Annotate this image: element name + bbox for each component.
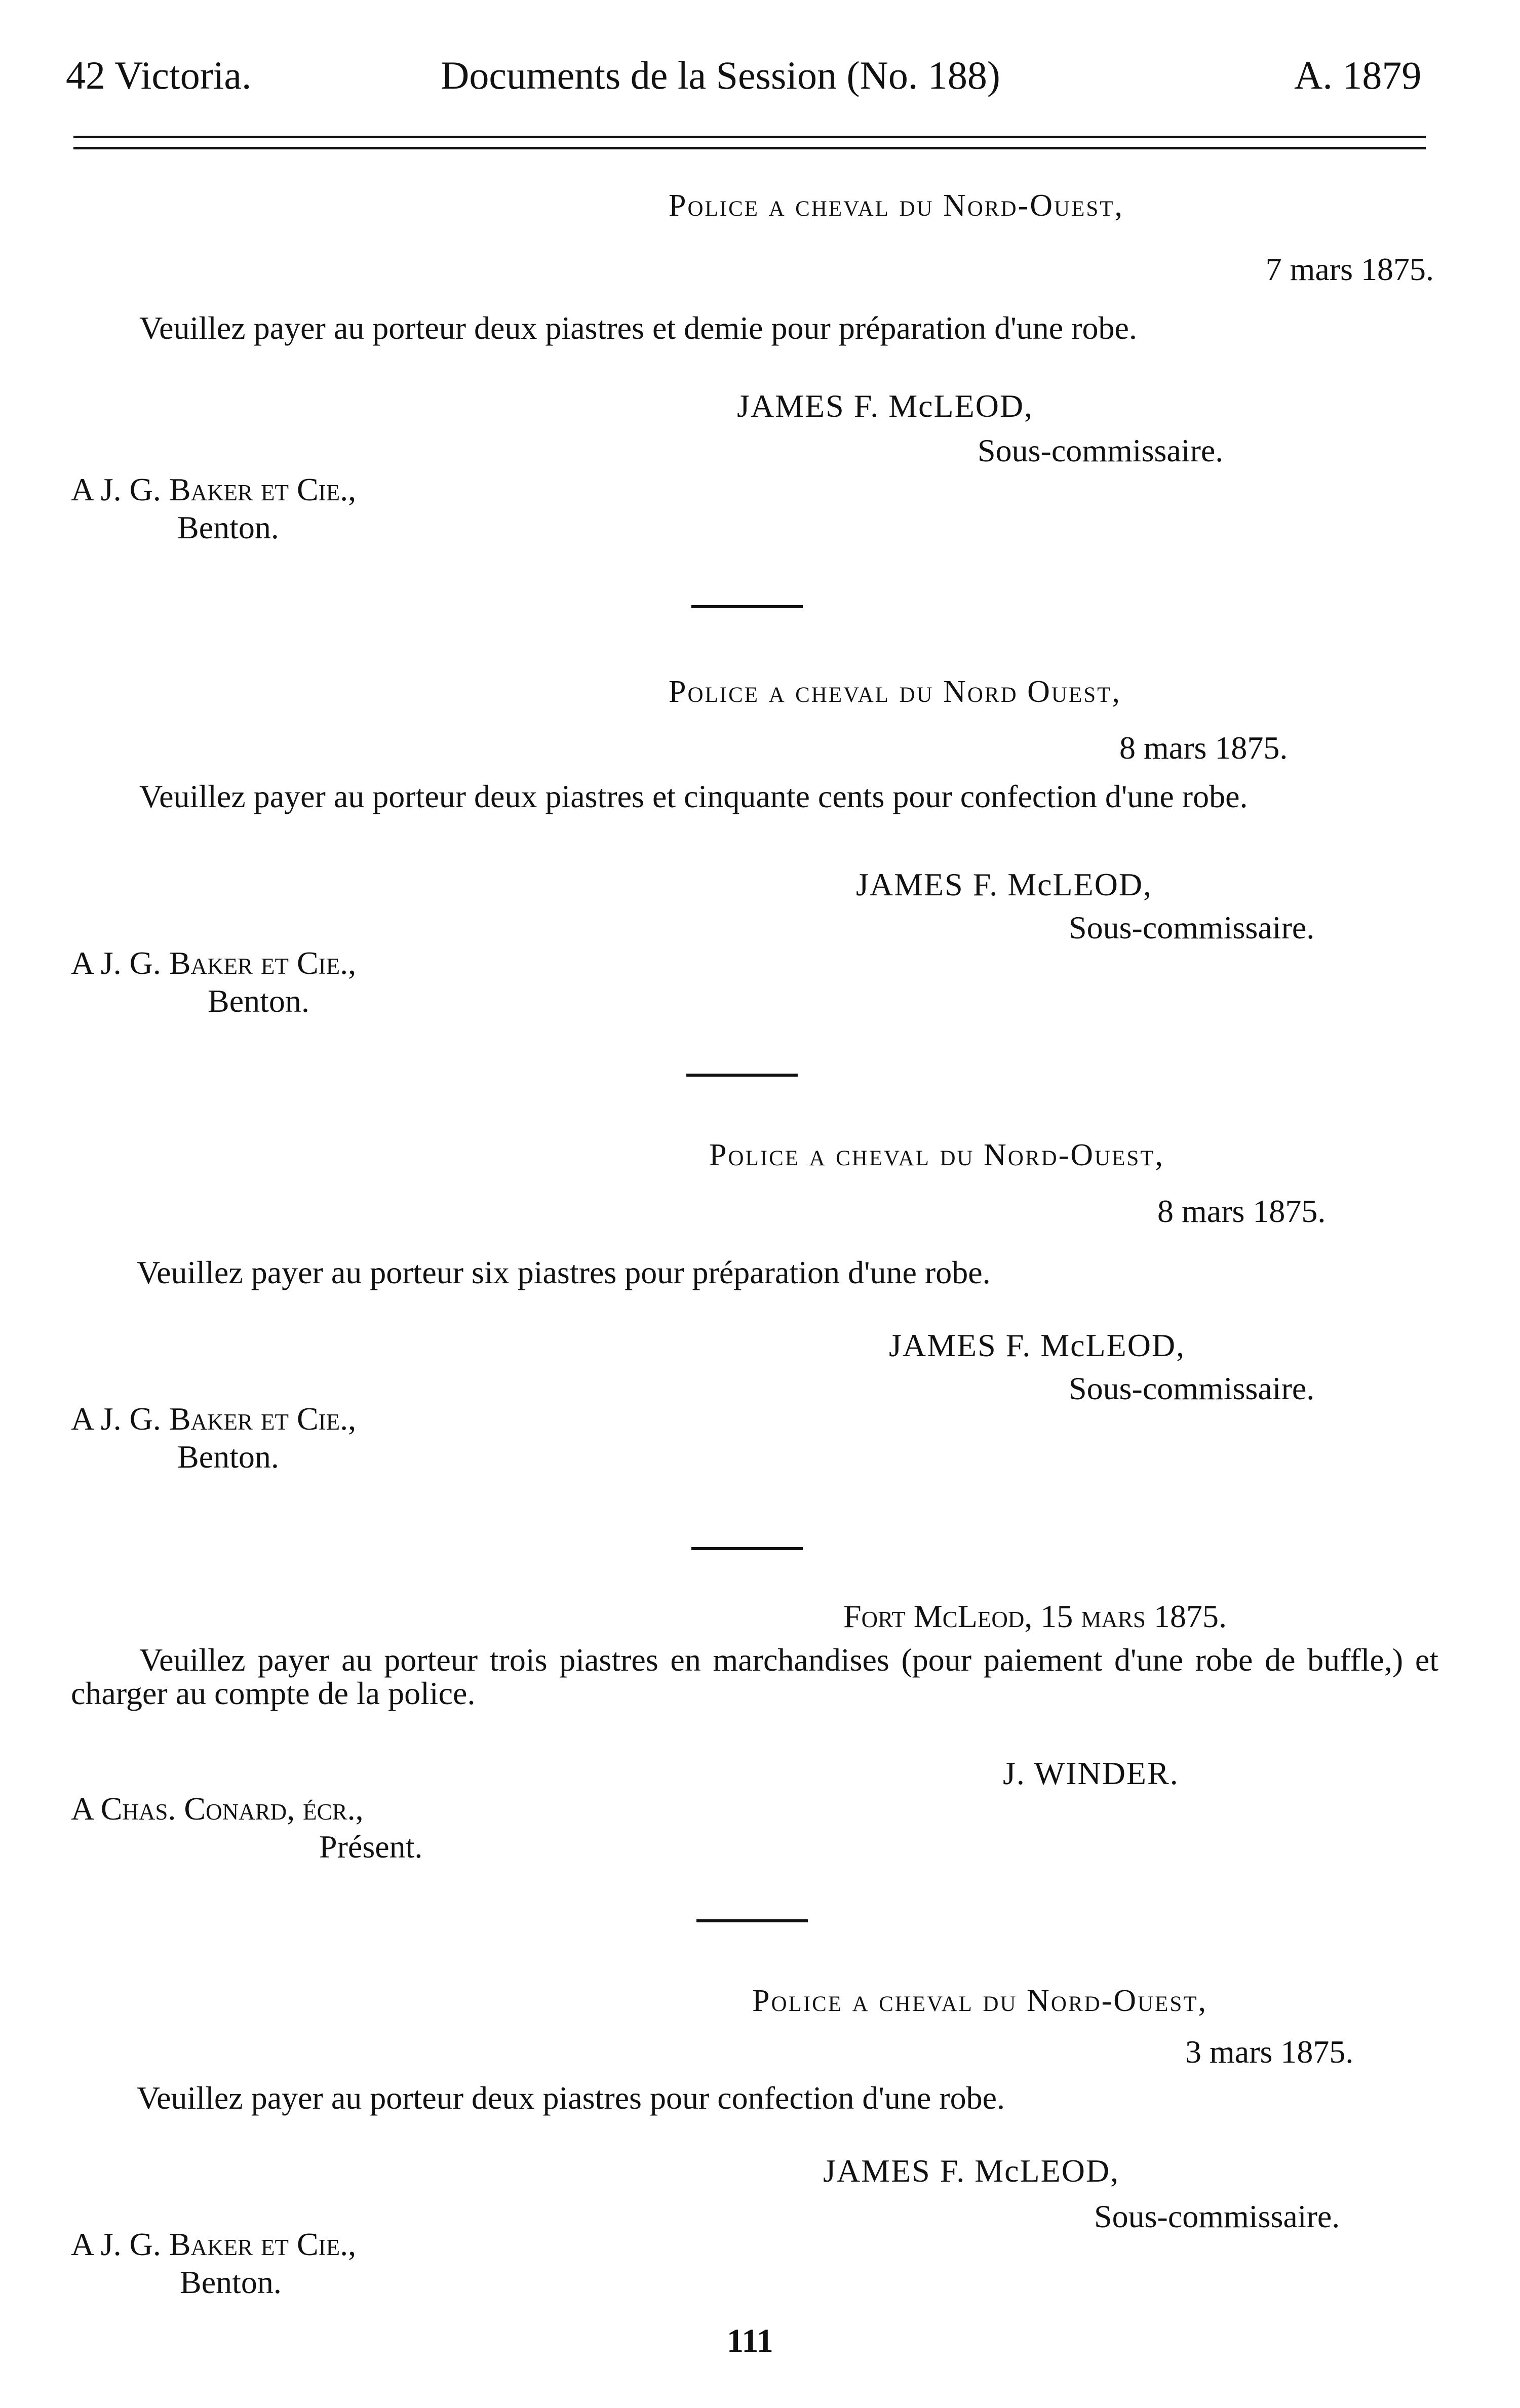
entry-separator <box>686 1074 798 1077</box>
header-right: A. 1879 <box>1294 53 1422 97</box>
entry-signer-title: Sous-commissaire. <box>1094 2198 1340 2234</box>
entry-signer-title: Sous-commissaire. <box>1069 1370 1315 1406</box>
entry-signature: JAMES F. McLEOD, <box>856 866 1153 902</box>
entry-body: Veuillez payer au porteur deux piastres et demie pour préparation d'une robe. <box>139 310 1137 346</box>
entry-addressee: A J. G. Baker et Cie., <box>71 471 357 507</box>
entry-heading: Fort McLeod, 15 mars 1875. <box>843 1598 1227 1634</box>
header-rule-top <box>73 136 1426 138</box>
page-number: 111 <box>727 2322 773 2359</box>
entry-signer-title: Sous-commissaire. <box>1069 910 1315 945</box>
entry-place: Benton. <box>177 1439 279 1475</box>
entry-signature: J. WINDER. <box>1003 1755 1179 1791</box>
entry-separator <box>691 1547 803 1550</box>
entry-signature: JAMES F. McLEOD, <box>889 1327 1186 1363</box>
entry-body: Veuillez payer au porteur deux piastres et cinquante cents pour confection d'une robe. <box>139 778 1248 814</box>
header-left: 42 Victoria. <box>66 53 252 97</box>
entry-signer-title: Sous-commissaire. <box>978 432 1224 468</box>
entry-heading: Police a cheval du Nord Ouest, <box>669 675 1121 709</box>
entry-date: 8 mars 1875. <box>1157 1193 1326 1229</box>
entry-place: Benton. <box>180 2264 282 2300</box>
entry-place: Benton. <box>177 509 279 545</box>
entry-addressee: A J. G. Baker et Cie., <box>71 1401 357 1437</box>
entry-body: Veuillez payer au porteur trois piastres en marchandises (pour paiement d'une robe de buffle,) et charger au compte de la police. <box>71 1642 1438 1711</box>
entry-place: Benton. <box>208 983 309 1019</box>
entry-date: 8 mars 1875. <box>1119 730 1288 766</box>
entry-date: 3 mars 1875. <box>1185 2034 1354 2070</box>
entry-addressee: A J. G. Baker et Cie., <box>71 2226 357 2262</box>
entry-heading: Police a cheval du Nord-Ouest, <box>709 1138 1165 1172</box>
entry-date: 7 mars 1875. <box>1265 251 1434 287</box>
entry-heading: Police a cheval du Nord-Ouest, <box>752 1984 1208 2018</box>
entry-signature: JAMES F. McLEOD, <box>823 2153 1120 2189</box>
entry-body: Veuillez payer au porteur six piastres pour préparation d'une robe. <box>137 1254 991 1290</box>
entry-body: Veuillez payer au porteur deux piastres pour confection d'une robe. <box>137 2080 1005 2116</box>
entry-addressee: A Chas. Conard, écr., <box>71 1791 364 1827</box>
entry-place: Présent. <box>319 1829 423 1865</box>
entry-separator <box>696 1919 808 1922</box>
entry-addressee: A J. G. Baker et Cie., <box>71 945 357 981</box>
header-rule-bottom <box>73 147 1426 149</box>
entry-signature: JAMES F. McLEOD, <box>737 388 1034 424</box>
entry-separator <box>691 605 803 608</box>
header-center: Documents de la Session (No. 188) <box>441 53 1000 97</box>
entry-heading: Police a cheval du Nord-Ouest, <box>669 188 1124 223</box>
